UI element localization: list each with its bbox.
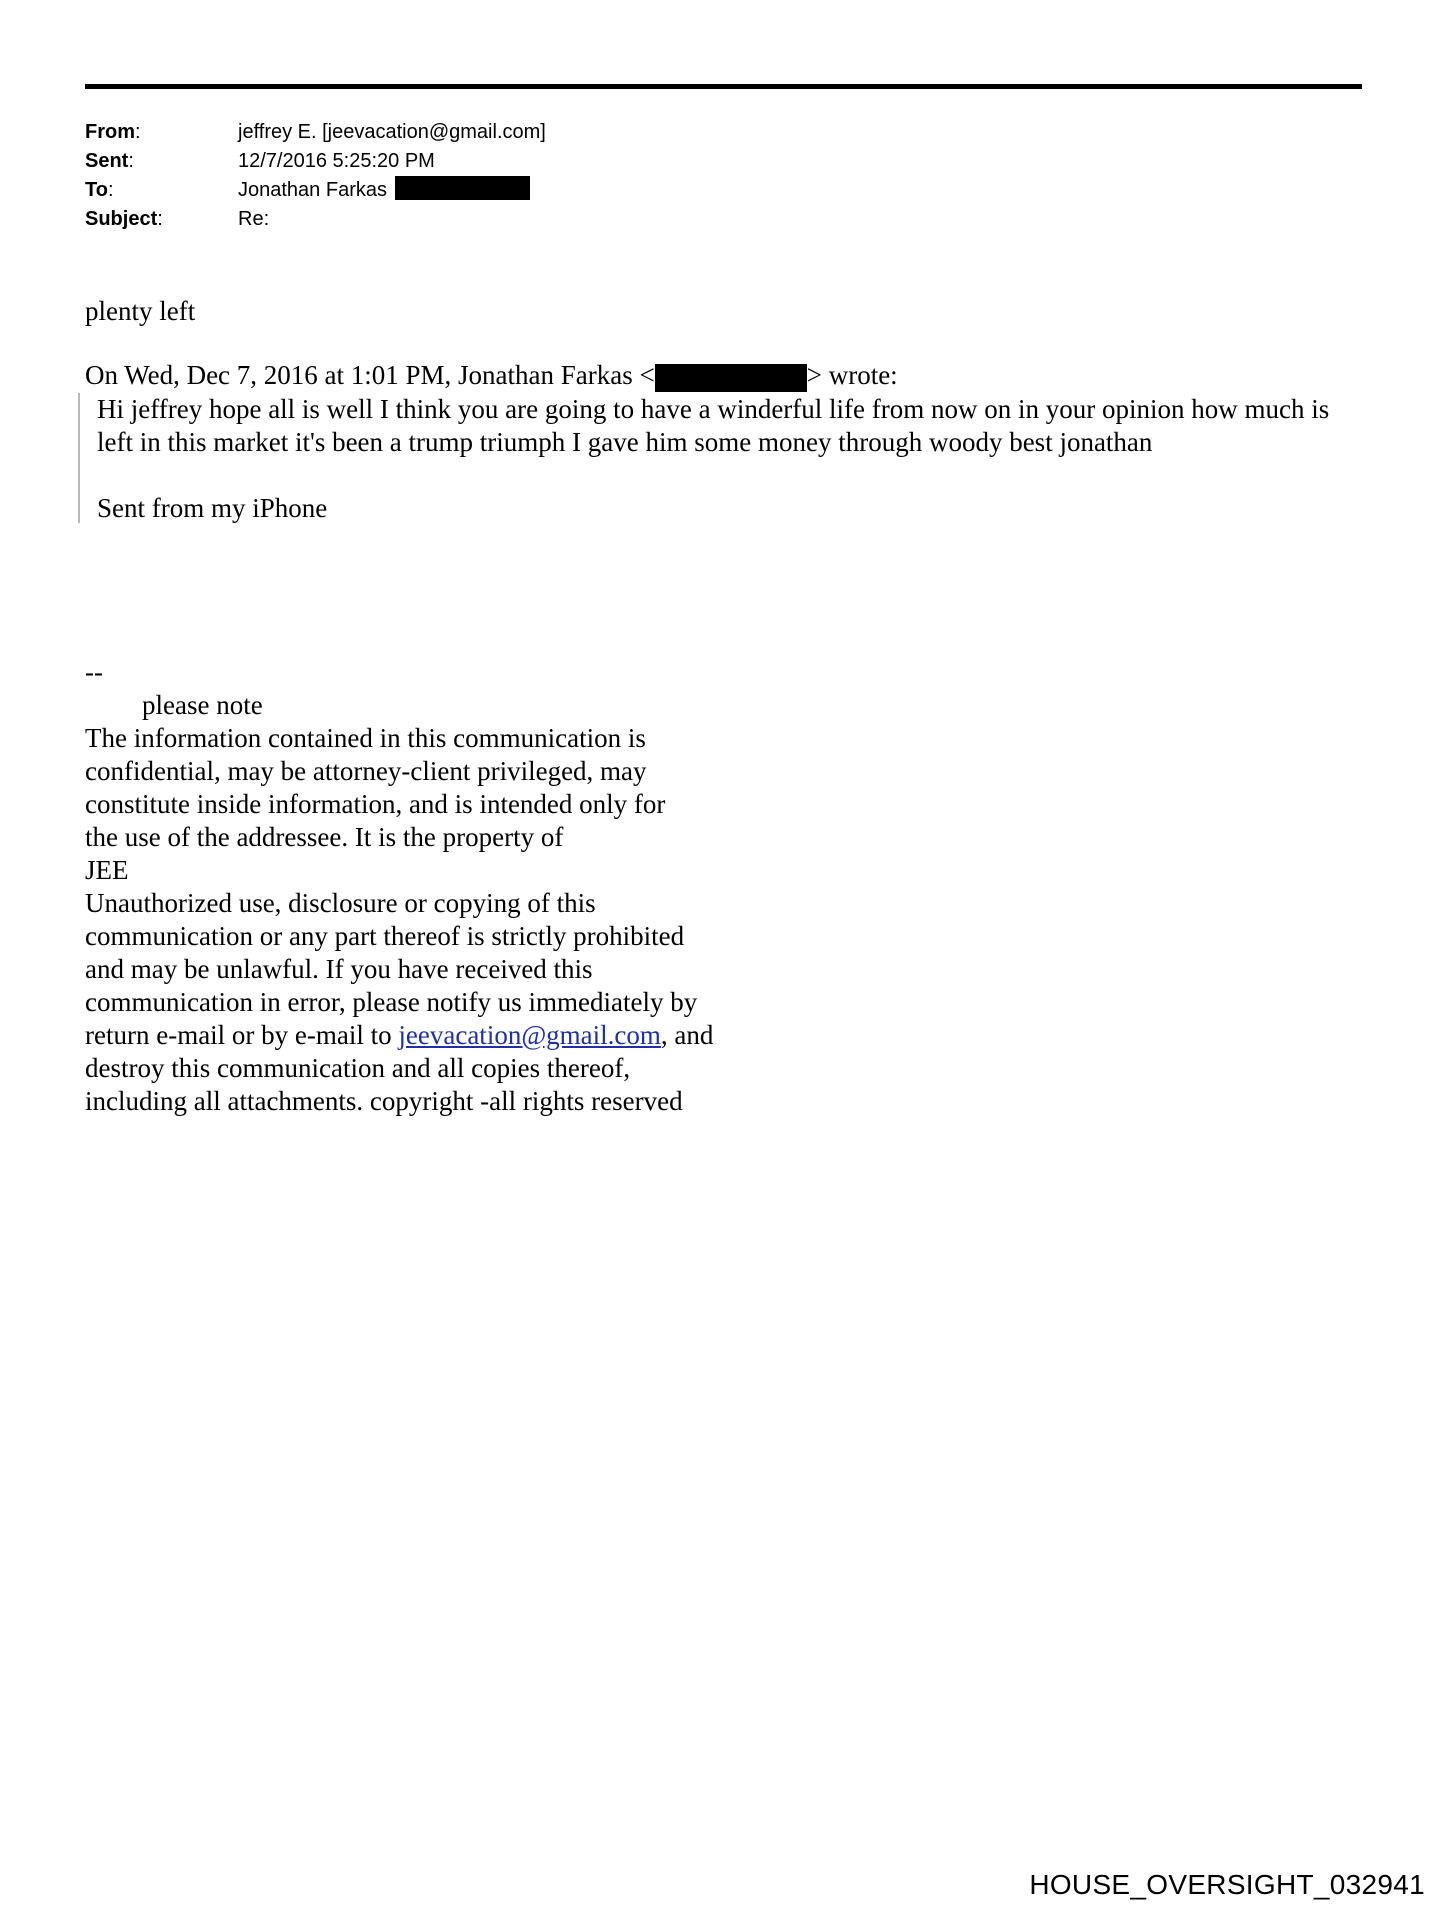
from-label-cell: From: [85, 121, 141, 143]
disclaimer-heading: please note [142, 690, 263, 720]
subject-row [85, 205, 546, 234]
disclaimer-line-with-link [85, 1019, 785, 1052]
subject-value: Re: [238, 208, 270, 230]
email-headers [85, 118, 546, 234]
disclaimer-line: constitute inside information, and is intended only for [85, 789, 666, 819]
disclaimer [85, 656, 785, 1118]
disclaimer-line: communication in error, please notify us immediately by [85, 987, 698, 1017]
to-label-cell: To: [85, 179, 114, 201]
disclaimer-link-suffix: , and [660, 1020, 714, 1050]
signature-dashes: -- [85, 657, 103, 687]
email-link[interactable]: jeevacation@gmail.com [398, 1020, 661, 1050]
quoted-message [78, 393, 1347, 523]
reply-text: plenty left [85, 296, 196, 326]
disclaimer-link-prefix: return e-mail or by e-mail to [85, 1020, 399, 1050]
bates-number: HOUSE_OVERSIGHT_032941 [1029, 1869, 1425, 1900]
disclaimer-line: JEE [85, 855, 129, 885]
from-value: jeffrey E. [jeevacation@gmail.com] [238, 121, 546, 143]
from-label: From [85, 121, 135, 143]
disclaimer-line: and may be unlawful. If you have received this [85, 954, 593, 984]
disclaimer-line: destroy this communication and all copies thereof, [85, 1053, 631, 1083]
quote-intro-prefix: On Wed, Dec 7, 2016 at 1:01 PM, Jonathan Farkas < [85, 360, 655, 390]
sent-value: 12/7/2016 5:25:20 PM [238, 150, 435, 172]
top-rule [85, 84, 1362, 89]
quote-intro-suffix: > wrote: [806, 360, 898, 390]
disclaimer-line: Unauthorized use, disclosure or copying of this [85, 888, 596, 918]
disclaimer-line: the use of the addressee. It is the property of [85, 822, 564, 852]
sender-email-redaction [655, 364, 807, 392]
to-row [85, 176, 546, 205]
subject-label: Subject [85, 208, 158, 230]
sent-row [85, 147, 546, 176]
to-label: To [85, 179, 108, 201]
sent-label-cell: Sent: [85, 150, 134, 172]
to-value: Jonathan Farkas [238, 179, 387, 201]
disclaimer-line: The information contained in this communication is [85, 723, 646, 753]
disclaimer-line: communication or any part thereof is strictly prohibited [85, 921, 685, 951]
quoted-message-text: Hi jeffrey hope all is well I think you are going to have a winderful life from now on in your opinion how much is left in this market it's been a trump triumph I gave him some money through woody best jonathan [97, 394, 1330, 457]
disclaimer-line: including all attachments. copyright -all rights reserved [85, 1086, 683, 1116]
to-redaction [395, 176, 530, 200]
disclaimer-line: confidential, may be attorney-client privileged, may [85, 756, 647, 786]
sent-label: Sent [85, 150, 129, 172]
quote-intro [85, 359, 898, 392]
subject-label-cell: Subject: [85, 208, 163, 230]
from-row [85, 118, 546, 147]
quoted-signature: Sent from my iPhone [97, 493, 328, 523]
